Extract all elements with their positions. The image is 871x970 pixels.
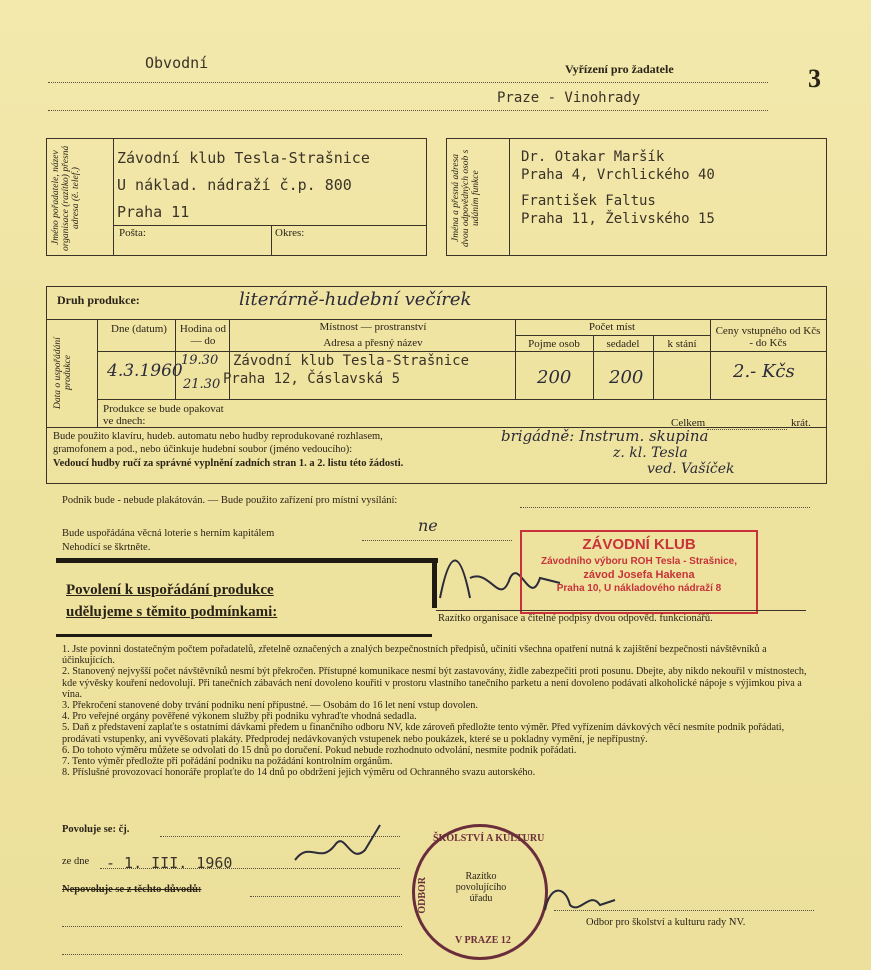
col-den: Dne (datum) [111, 323, 167, 335]
permission-rule [56, 634, 432, 637]
druh-label: Druh produkce: [57, 293, 140, 307]
odbor-dots [554, 910, 814, 911]
row-bottom-line [97, 399, 826, 400]
person2-name: František Faltus [521, 193, 656, 209]
data-divider [97, 319, 98, 427]
condition-item: 6. Do tohoto výměru můžete se odvolati do 15 dnů po doručení. Pokud nebude rozhodnuto odvolání, nesmíte podnik pořádati. [62, 744, 577, 756]
permission-heading-2: udělujeme s těmito podmínkami: [66, 604, 278, 620]
conditions-list [62, 644, 816, 778]
red-stamp-line-1: ZÁVODNÍ KLUB [582, 536, 696, 553]
organizer-row-line [113, 225, 426, 226]
col-hodina: Hodina od — do [179, 323, 227, 347]
nepovoluje-dots-3 [62, 954, 402, 955]
music-hand-3: ved. Vašíček [647, 461, 735, 477]
red-stamp-line-4: Praha 10, U nákladového nádraží 8 [556, 583, 722, 594]
responsible-divider [509, 139, 510, 255]
krat-label: krát. [791, 417, 811, 429]
row-cena: 2.- Kčs [733, 361, 795, 382]
row-time-to: 21.30 [183, 377, 221, 392]
nepovoluje-dots [250, 896, 400, 897]
col-pocet: Počet míst [588, 321, 636, 333]
condition-item: 8. Příslušné provozovací honoráře proplaťte do 14 dnů po obdržení jejich výměru od Ochranného svazu autorského. [62, 767, 536, 779]
page-number: 3 [808, 64, 821, 93]
thick-rule-left [56, 558, 438, 563]
red-stamp-line-3: závod Josefa Hakena [583, 569, 695, 581]
music-top-line [47, 427, 826, 428]
druh-value: literárně-hudební večírek [239, 289, 472, 310]
col-adresa: Adresa a přesný název [323, 337, 423, 349]
col-kstani: k stání [667, 338, 697, 350]
row-pojme: 200 [537, 367, 572, 388]
podnik-line: Podnik bude - nebude plakátován. — Bude použito zařízení pro místní vysílání: [62, 495, 398, 506]
zedne-label: ze dne [62, 856, 90, 867]
condition-item: 4. Pro veřejné orgány pověřené výkonem služby při podniku vyhraďte vhodná sedadla. [62, 711, 417, 723]
music-line-3: Vedoucí hudby ručí za správné vyplnění zadních stran 1. a 2. listu této žádosti. [53, 458, 404, 469]
place-text: Praze - Vinohrady [497, 90, 641, 106]
razitko-small: Razítko povolujícího úřadu [455, 871, 507, 904]
col-line-1 [175, 319, 176, 399]
condition-item: 5. Daň z představení zaplaťte s ostatními dávkami předem u finančního odboru NV, kde zároveň předložte tento výměr. Před vyřízením dávkových věcí nesmíte podnik pořádati, prodávati vstupenky, ani vyvěšovati plakáty. Předprodej nedávkovaných vstupenek nebo poukázek, které se u pokladny vymění, je nepřípustný. [62, 722, 785, 745]
col-line-2 [229, 319, 230, 399]
col-line-4 [593, 335, 594, 399]
organizer-box [46, 138, 427, 256]
celkem-dots [707, 429, 787, 430]
row-date: 4.3.1960 [107, 361, 183, 381]
condition-item: 1. Jste povinni dostatečným počtem pořadatelů, zřetelně označených a znalých bezpečnostních předpisů, učiniti všechna opatření nutná k zajištění bezpečnosti návštěvníků a účinkujících. [62, 644, 767, 667]
condition-item: 3. Překročení stanovené doby trvání podniku není přípustné. — Osobám do 16 let není vstup dovolen. [62, 700, 478, 712]
red-stamp-line-2: Závodního výboru ROH Tesla - Strašnice, [541, 556, 737, 567]
organizer-address: U náklad. nádraží č.p. 800 [117, 176, 352, 194]
col-line-6 [710, 319, 711, 399]
red-club-stamp [520, 530, 758, 614]
round-office-stamp [412, 824, 548, 960]
organizer-city: Praha 11 [117, 203, 190, 221]
music-hand-1: brigádně: Instrum. skupina [501, 427, 709, 445]
row-venue-address: Praha 12, Čáslavská 5 [223, 371, 401, 387]
header-dotted-line [48, 82, 768, 83]
nepovoluje-label: Nepovoluje se z těchto důvodů: [62, 884, 202, 895]
skrtnete-note: Nehodící se škrtněte. [62, 542, 151, 553]
person1-address: Praha 4, Vrchlického 40 [521, 167, 715, 183]
repeat-label: Produkce se bude opakovat ve dnech: [103, 403, 224, 427]
condition-item: 2. Stanovený nejvyšší počet návštěvníků nesmí být překročen. Přístupné komunikace nesmí být zastavovány, židle zabezpečiti proti posunu. Dbejte, aby nikdo nekouřil v místnostech, kde vývěsky kouření nedovolují. Při tanečních zábavách není dovoleno kouřiti v prostoru vlastního tanečního parketu a není dovoleno podávati alkoholické nápoje s výjimkou piva a vína. [62, 666, 807, 700]
nepovoluje-dots-2 [62, 926, 402, 927]
col-line-5 [653, 335, 654, 399]
organizer-name: Závodní klub Tesla-Strašnice [117, 149, 370, 167]
razitko-caption: Razítko organisace a čitelné podpisy dvou odpověd. funkcionářů. [438, 613, 713, 624]
loterie-line: Bude uspořádána věcná loterie s herním kapitálem [62, 528, 275, 539]
condition-item: 7. Tento výměr předložte při pořádání podniku na požádání kontrolním orgánům. [62, 756, 393, 768]
permission-heading-1: Povolení k uspořádání produkce [66, 582, 274, 598]
loterie-value: ne [418, 516, 438, 535]
music-line-2: gramofonem a pod., nebo účinkuje hudební soubor (jméno vedoucího): [53, 444, 353, 455]
row-time-from: 19.30 [181, 353, 219, 368]
okres-label: Okres: [275, 227, 305, 239]
zedne-value: - 1. III. 1960 [106, 854, 233, 872]
music-hand-2: z. kl. Tesla [613, 445, 688, 461]
data-label: Data o uspořádání produkce [53, 337, 73, 409]
col-line-3 [515, 319, 516, 399]
organizer-divider [113, 139, 114, 255]
col-mistnost: Místnost — prostranství [319, 321, 427, 333]
final-signature [540, 880, 620, 920]
round-stamp-bottom: V PRAZE 12 [455, 935, 511, 946]
round-stamp-left: ODBOR [417, 877, 428, 914]
music-line-1: Bude použito klavíru, hudeb. automatu nebo hudby reprodukované rozhlasem, [53, 431, 383, 442]
organizer-col-line [271, 225, 272, 255]
celkem-label: Celkem [671, 417, 706, 429]
header-dotted-line-2 [48, 110, 768, 111]
pocet-underline [515, 335, 710, 336]
obvodni-text: Obvodní [145, 54, 209, 72]
odbor-caption: Odbor pro školství a kulturu rady NV. [586, 917, 746, 928]
person1-name: Dr. Otakar Maršík [521, 149, 665, 165]
row-sedadel: 200 [609, 367, 644, 388]
col-sedadel: sedadel [606, 338, 640, 350]
posta-label: Pošta: [119, 227, 146, 239]
header-row-line [97, 351, 826, 352]
approval-signature [290, 820, 390, 870]
round-stamp-top: ŠKOLSTVÍ A KULTURU [433, 833, 545, 844]
povoluje-label: Povoluje se: čj. [62, 824, 130, 835]
person2-address: Praha 11, Želivského 15 [521, 211, 715, 227]
responsible-box [446, 138, 827, 256]
responsible-label: Jména a přesná adresa dvou odpovědných osob s udáním funkce [451, 149, 481, 247]
organizer-label: Jméno pořadatele, název organisace (razítko) přesná adresa (ě. telef.) [51, 145, 81, 251]
vyrizeni-label: Vyřízení pro žadatele [565, 62, 674, 76]
row-venue-name: Závodní klub Tesla-Strašnice [233, 353, 470, 369]
razitko-line [436, 610, 806, 611]
col-ceny: Ceny vstupného od Kčs - do Kčs [715, 325, 821, 349]
podnik-dots [520, 507, 810, 508]
production-box [46, 286, 827, 484]
col-pojme: Pojme osob [528, 338, 580, 350]
